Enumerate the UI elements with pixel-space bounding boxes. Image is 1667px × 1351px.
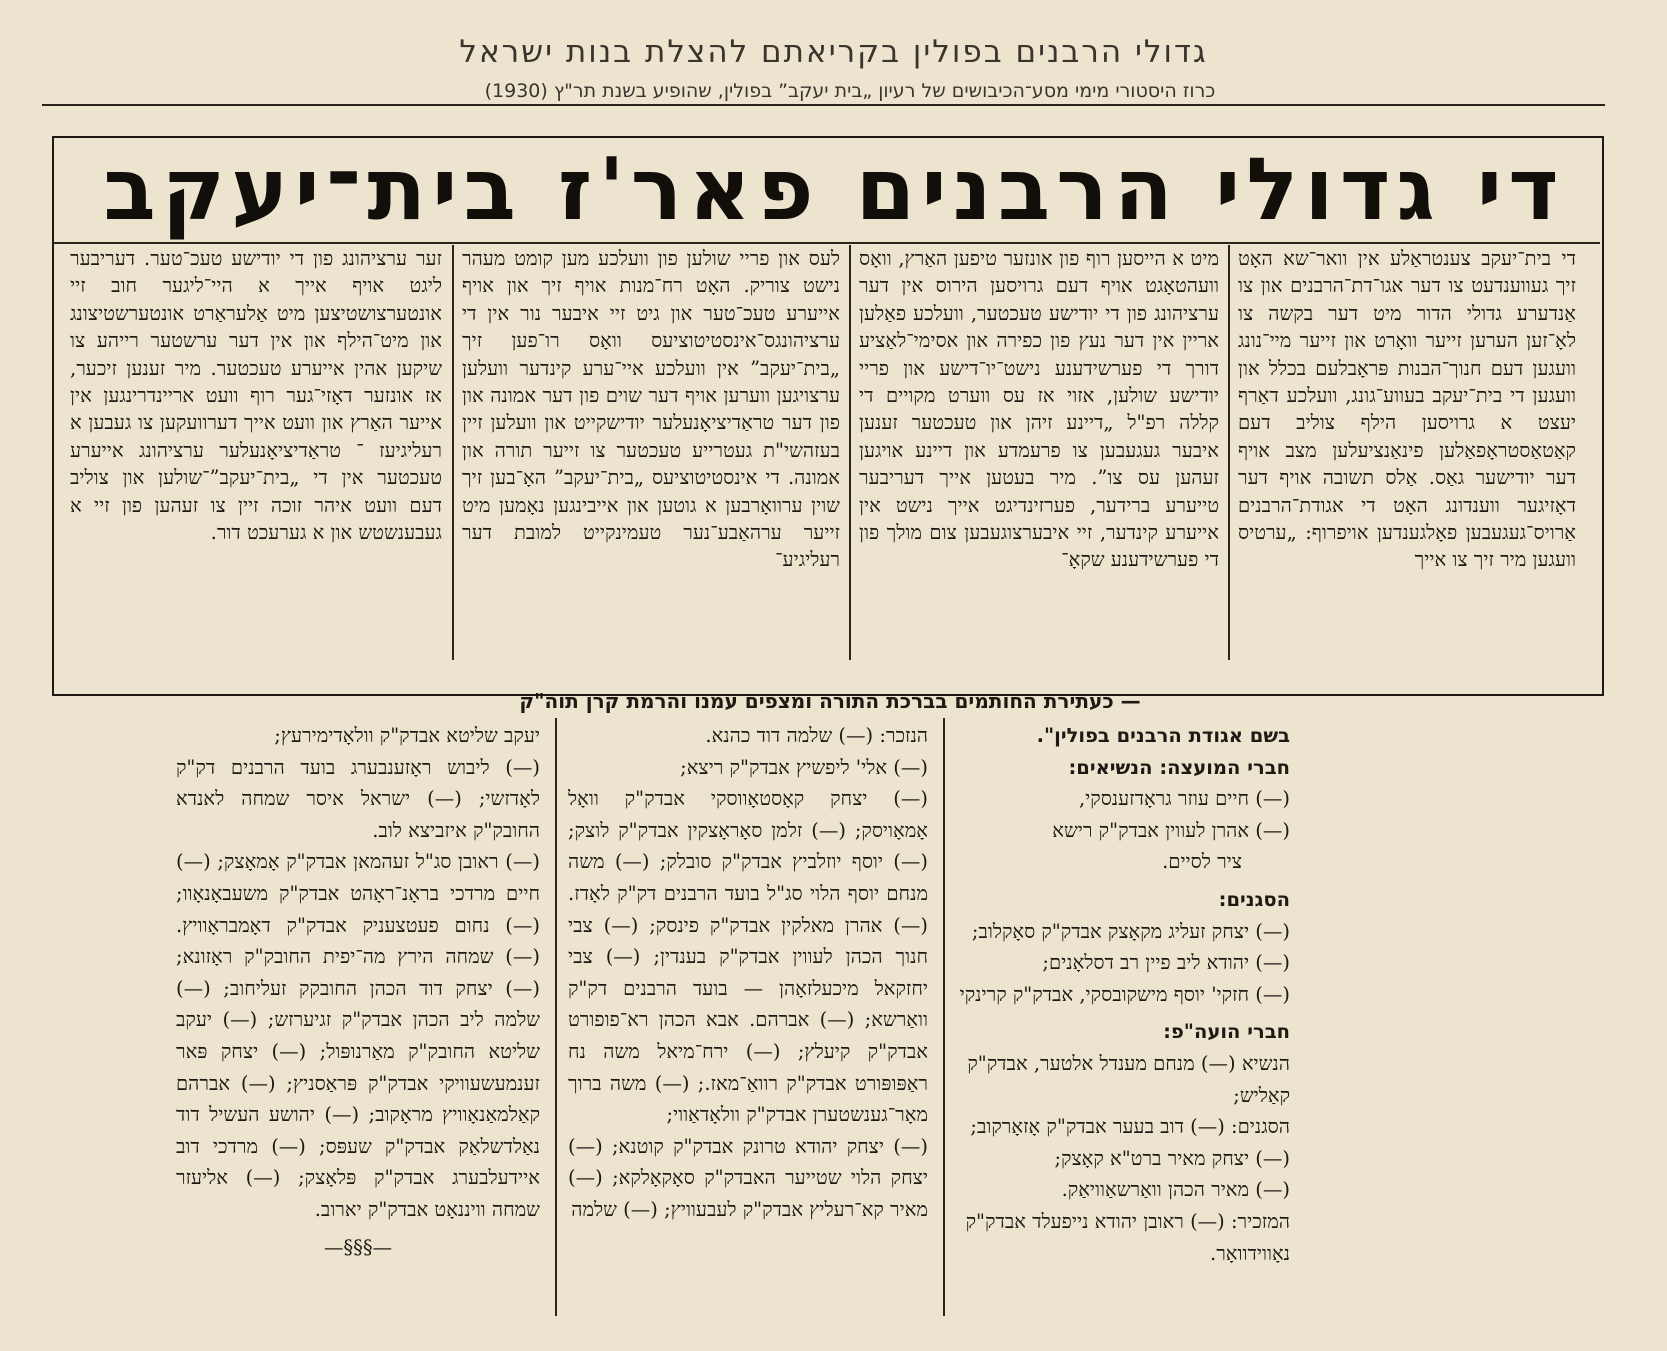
signatory-group: (—) ליבוש ראָזענבערג בועד הרבנים דק"ק לאָדזשי; (—) ישראל איסר שמחה לאנדא החובק"ק איזביצא לוב. [176, 755, 540, 842]
signatory-group: יעקב שליטא אבדק"ק וולאָדימירעץ; [274, 724, 540, 747]
signatory: (—) מאיר הכהן וואַרשאַוויאַק. [1061, 1178, 1290, 1202]
poster-headline: די גדולי הרבנים פאר'ז בית־יעקב [103, 140, 1565, 240]
council-heading: חברי המועצה: הנשיאים: [1068, 755, 1290, 779]
closing-banner: — כעתירת החותמים בברכת התורה ומצפים עמנו והרמת קרן תוה"ק [519, 689, 1141, 713]
column-divider [849, 245, 851, 660]
signatory: (—) חזקי' יוסף מישקובסקי, אבדק"ק קרינקי [959, 982, 1290, 1006]
signatory-group: (—) אלי' ליפשיץ אבדק"ק ריצא; [680, 755, 928, 779]
signatory: המזכיר: (—) ראובן יהודא נייפעלד אבדק"ק נאָווידוואָר. [965, 1209, 1290, 1265]
signatories-right [956, 720, 1290, 1320]
signatory: הנשיא (—) מנחם מענדל אלטער, אבדק"ק קאַליש; [967, 1051, 1290, 1107]
poster-column-4 [70, 245, 442, 657]
signatories-left [176, 720, 540, 1320]
signatory: (—) יהודא ליב פיין רב דסלאָנים; [1042, 951, 1290, 975]
signatory-group: (—) יצחק קאָסטאָווסקי אבדק"ק וואָל אָמאָויסק; (—) זלמן סאָראָצקין אבדק"ק לוצק; (—) יוסף יוזלביץ אבדק"ק סובלק; (—) משה מנחם יוסף הלוי סג"ל בועד הרבנים דק"ק לאָדז. (—) אהרן מאלקין אבדק"ק פינסק; (—) צבי חנוך הכהן לעווין אבדק"ק בענדין; (—) צבי יחזקאל מיכעלזאָהן — בועד הרבנים דק"ק וואַרשא; (—) אברהם. אבא הכהן רא־פופורט אבדק"ק קיעלץ; (—) ירח־מיאל משה נח ראַפּופּורט אבדק"ק רוואַ־מאז.; (—) משה ברוך מאָר־גענשטערן אבדק"ק וולאָדאַווי; [568, 787, 928, 1127]
poster-column-1 [1238, 245, 1576, 657]
exec-heading: חברי הועה"פ: [1163, 1020, 1290, 1044]
signatory-group: (—) ראובן סג"ל זעהמאן אבדק"ק אָמאָצק; (—) חיים מרדכי בראָנ־ראָהט אבדק"ק משעבאָנאָוו; (—) נחום פעטצעניק אבדק"ק דאָמבראָוויץ. (—) שמחה הירץ מה־יפית החובק"ק ראָזונא; (—) יצחק דוד הכהן החובקק זעליחוב; (—) שלמה ליב הכהן אבדק"ק זגיערזש; (—) יעקב שליטא החובק"ק מאַרנופּול; (—) יצחק פּאר זענמעשעוויקי אבדק"ק פּראַסניץ; (—) אברהם קאַלמאַנאָוויץ מראָקוב; (—) יהושע העשיל דוד נאַלדשלאַק אבדק"ק שעפּס; (—) מרדכי דוב איידעלבערג אבדק"ק פּלאָצק; (—) אליעזר שמחה וויננאָט אבדק"ק יארוב. [176, 850, 540, 1221]
signatory-group: הנזכר: (—) שלמה דוד כהנא. [705, 724, 928, 747]
signoff-ornament: —§§§— [323, 1235, 393, 1259]
deputies-heading: הסגנים: [1218, 887, 1290, 911]
column-text: די בית־יעקב צענטראַלע אין וואר־שא האָט זיך געווענדעט צו דער אגו־דת־הרבנים און צו אַנדערע גדולי הדור מיט דער בקשה צו לאָ־זען הערען זייער וואָרט און זייער מיי־נונג וועגען דעם חנוך־הבנות פּראָבלעם בכלל און וועגען די בית־יעקב בעווע־גונג, וועלכע דאַרף יעצט א גרויסען הילף צוליב דעם קאַטאַסטראָפאַלען פינאַנציעלען מצב אויף דער יודישער גאַס. אַלס תשובה אויף דער דאָזיגער ווענדונג האָט די אגודת־הרבנים אַרויס־געגעבען פאָלגענדען אויפרוף: „ערטיס וועגען מיר זיך צו אייך [1238, 247, 1576, 572]
list-divider [943, 718, 945, 1316]
signatory: (—) חיים עוזר גראָדזענסקי, [1078, 787, 1290, 811]
headline-rule [54, 242, 1600, 244]
list-divider [555, 718, 557, 1316]
signatories-heading: בשם אגודת הרבנים בפולין". [1036, 724, 1290, 747]
signatory: (—) אהרן לעווין אבדק"ק רישא [1052, 818, 1290, 842]
poster-column-2 [859, 245, 1219, 657]
column-divider [452, 245, 454, 660]
signatory: (—) יצחק זעליג מקאָצק אבדק"ק סאָקלוב; [971, 919, 1290, 943]
caption-title: גדולי הרבנים בפולין בקריאתם להצלת בנות ישראל [459, 34, 1208, 70]
signatory: הסגנים: (—) דוב בעער אבדק"ק אָזאָרקוב; [970, 1115, 1290, 1139]
poster-column-3 [462, 245, 840, 657]
column-text: מיט א הייסען רוף פון אונזער טיפען האַרץ, וואָס וועהטאָגט אויף דעם גרויסען הירוס אין דער ערציהונג פון די יודישע טעכטער, וועלכע פאַלען אריין אין דער נעץ פון כפירה און אסימי־לאַציע דורך די פערשידענע נישט־יו־דישע און פריי יודישע שולען, אזוי אז עס ווערט מקויים די קללה רפ"ל „דיינע זיהן און טעכטער זענען איבער געגעבען צו פרעמדע און דיינע אויגען זעהען עס צו”. מיר בעטען אייך דעריבער טייערע ברידער, פערזינדיגט אייך נישט אין אייערע קינדער, זיי איבערצוגעבען צום מולך פון די פערשידענע שקאָ־ [859, 247, 1219, 572]
signatory: (—) יצחק מאיר ברט"א קאָצק; [1054, 1146, 1290, 1170]
column-text: לעס און פריי שולען פון וועלכע מען קומט מעהר נישט צוריק. האָט רח־מנות אויף זיך און אויף אייערע טעכ־טער און גיט זיי איבער נור אין די ערציהונגס־אינסטיטוציעס וואָס רו־פען זיך „בית־יעקב” אין וועלכע איי־ערע קינדער וועלען ערצויגען ווערען אויף דער שוים פון דער אמונה און פון דער טראַדיציאָנעלער יודישקייט און וועלען זיין בעזהשי"ת געטרייע טעכטער צו זייער תורה און אמונה. די אינסטיטוציעס „בית־יעקב” האָ־בען זיך שוין ערוואָרבען א גוטען און אייבינגען נאָמען מיט זייער ערהאַבע־נער טעמינקייט למובת דער רעליגיע־ [462, 247, 840, 572]
column-divider [1228, 245, 1230, 660]
signatories-middle [568, 720, 928, 1320]
signatory-group: (—) יצחק יהודא טרונק אבדק"ק קוטנא; (—) יצחק הלוי שטייער האבדק"ק סאָקאָלקא; (—) מאיר קא־רעליץ אבדק"ק לעבעוויץ; (—) שלמה [568, 1134, 928, 1221]
signatory: ציר לסיים. [1162, 850, 1242, 874]
caption-subtitle: כרוז היסטורי מימי מסע־הכיבושים של רעיון „בית יעקב” בפולין, שהופיע בשנת תר"ץ (1930) [484, 80, 1216, 102]
column-text: זער ערציהונג פון די יודישע טעכ־טער. דעריבער ליגט אויף אייך א היי־ליגער חוב זיי אונטערצושטיצען מיט אַלעראַרט אונטערשטיצונג און מיט־הילף און אין דער ערשטער רייהע צו שיקען אהין אייערע טעכטער. מיר זענען זיכער, אז אונזער דאָזי־גער רוף וועט אריינדרינגען אין אייער האַרץ און וועט אייך דערוועקען צו געבען א רעליגיעז ־ טראַדיציאָנעלער ערציהונג אייערע טעכטער אין די „בית־יעקב”־שולען און צוליב דעם וועט איהר זוכה זיין צו זעהען פון זיי א געבענשטש און א גערעכט דור. [70, 247, 442, 545]
